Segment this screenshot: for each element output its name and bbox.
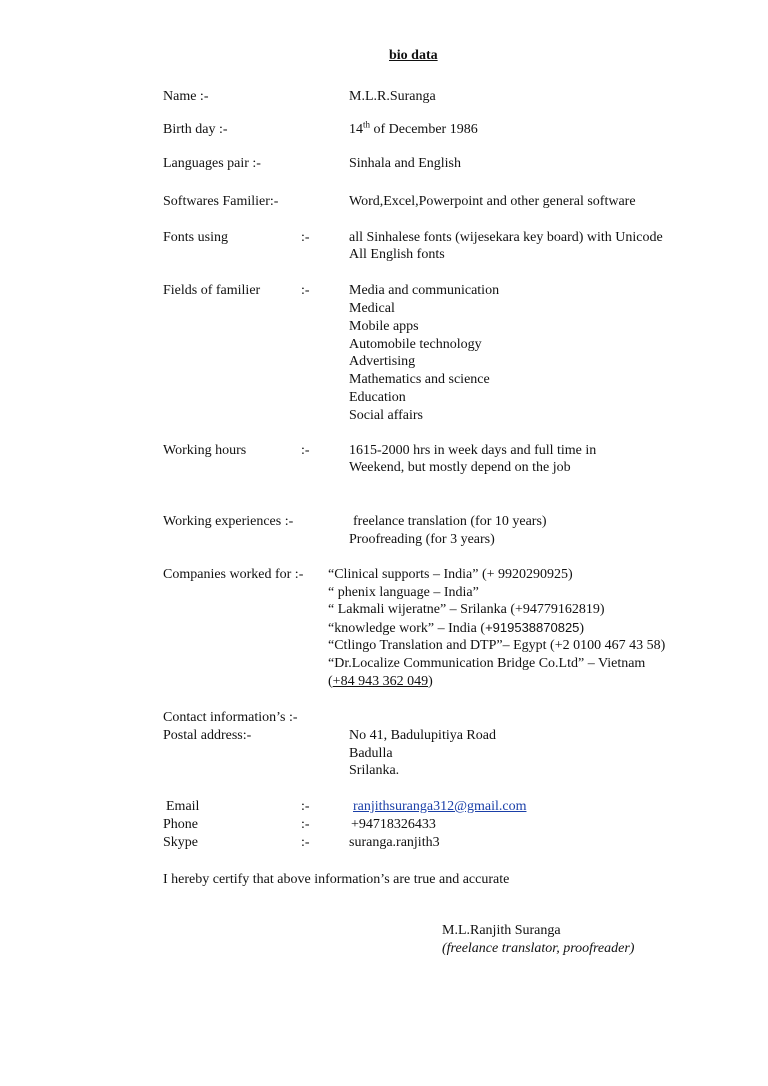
birthday-suffix: th (363, 119, 371, 130)
certify-statement: I hereby certify that above information’s are true and accurate (163, 872, 510, 887)
field-item: Media and communication (349, 283, 500, 298)
skype-separator: :- (301, 835, 310, 850)
company-line: “ Lakmali wijeratne” – Srilanka (+94779162819) (328, 602, 605, 617)
vietnam-phone: +84 943 362 049 (332, 674, 429, 689)
experience-label: Working experiences :- (163, 514, 294, 529)
field-item: Advertising (349, 354, 416, 369)
field-item: Social affairs (349, 408, 423, 423)
fields-label: Fields of familier (163, 283, 261, 298)
company-line (328, 619, 584, 638)
hours-line: Weekend, but mostly depend on the job (349, 460, 571, 475)
experience-line: Proofreading (for 3 years) (349, 532, 495, 547)
phone-value: +94718326433 (351, 817, 436, 832)
company-line: “Clinical supports – India” (+ 9920290925) (328, 567, 573, 582)
skype-label: Skype (163, 835, 198, 850)
softwares-value: Word,Excel,Powerpoint and other general software (349, 194, 636, 209)
birthday-rest: of December 1986 (370, 122, 478, 137)
softwares-label: Softwares Familier:- (163, 194, 279, 209)
email-label: Email (166, 799, 200, 814)
signature-name: M.L.Ranjith Suranga (442, 923, 561, 938)
signature-role: (freelance translator, proofreader) (442, 941, 635, 956)
birthday-day: 14 (349, 122, 363, 137)
field-item: Automobile technology (349, 337, 482, 352)
hours-label: Working hours (163, 443, 247, 458)
experience-line: freelance translation (for 10 years) (353, 514, 547, 529)
postal-label: Postal address:- (163, 728, 252, 743)
field-item: Mobile apps (349, 319, 419, 334)
company-line: “Ctlingo Translation and DTP”– Egypt (+2 0100 467 43 58) (328, 638, 666, 653)
email-separator: :- (301, 799, 310, 814)
fields-separator: :- (301, 283, 310, 298)
fonts-label: Fonts using (163, 230, 228, 245)
document-title: bio data (389, 48, 438, 63)
field-item: Education (349, 390, 406, 405)
company-line: “Dr.Localize Communication Bridge Co.Ltd” – Vietnam (328, 656, 646, 671)
company-phone: +919538870825 (485, 620, 580, 635)
company-close: ) (579, 621, 585, 636)
fonts-separator: :- (301, 230, 310, 245)
company-line: (+84 943 362 049) (328, 674, 433, 689)
contact-heading: Contact information’s :- (163, 710, 298, 725)
phone-separator: :- (301, 817, 310, 832)
postal-line: No 41, Badulupitiya Road (349, 728, 496, 743)
skype-value: suranga.ranjith3 (349, 835, 440, 850)
hours-separator: :- (301, 443, 310, 458)
name-value: M.L.R.Suranga (349, 89, 436, 104)
companies-label: Companies worked for :- (163, 567, 304, 582)
fonts-line: All English fonts (349, 247, 445, 262)
birthday-label: Birth day :- (163, 122, 228, 137)
fonts-line: all Sinhalese fonts (wijesekara key board) with Unicode (349, 230, 663, 245)
languages-value: Sinhala and English (349, 156, 461, 171)
field-item: Medical (349, 301, 395, 316)
postal-line: Srilanka. (349, 763, 400, 778)
birthday-value (349, 121, 478, 139)
languages-label: Languages pair :- (163, 156, 261, 171)
company-name: “knowledge work” – India ( (328, 621, 486, 636)
postal-line: Badulla (349, 746, 393, 761)
name-label: Name :- (163, 89, 209, 104)
company-line: “ phenix language – India” (328, 585, 479, 600)
hours-line: 1615-2000 hrs in week days and full time in (349, 443, 597, 458)
field-item: Mathematics and science (349, 372, 490, 387)
vietnam-close: ) (428, 674, 433, 689)
phone-label: Phone (163, 817, 198, 832)
email-link[interactable]: ranjithsuranga312@gmail.com (353, 799, 527, 814)
